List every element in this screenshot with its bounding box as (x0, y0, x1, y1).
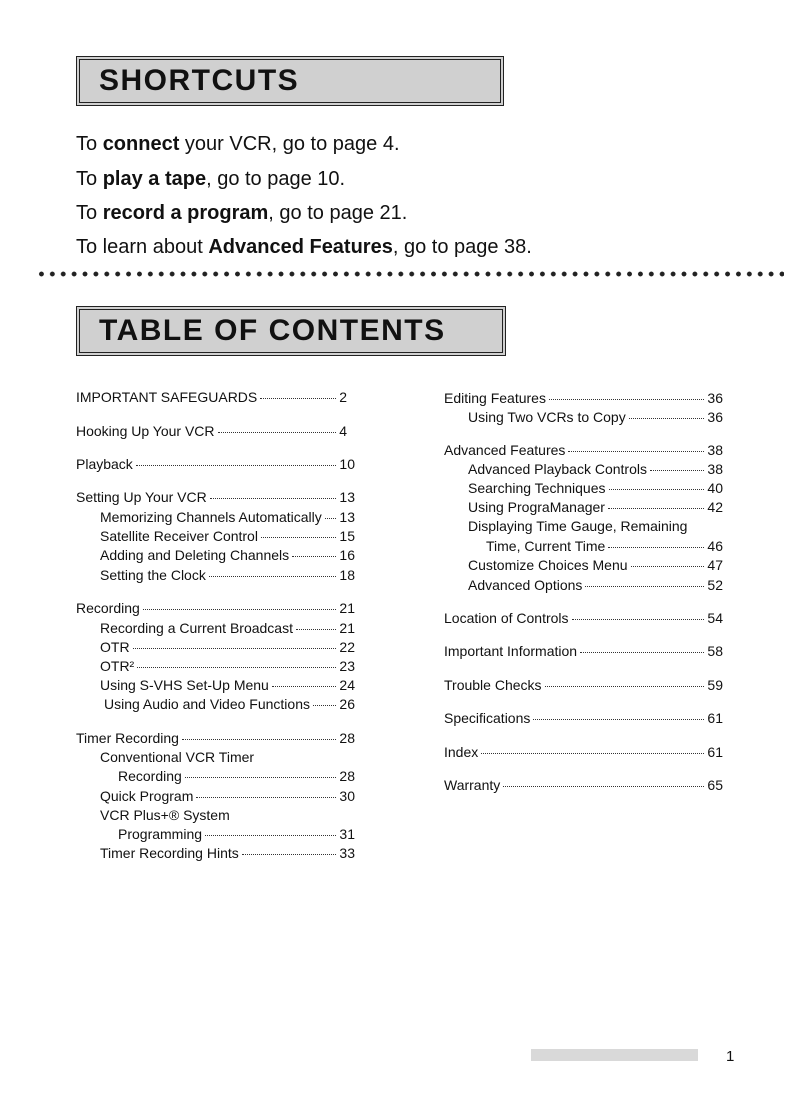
toc-entry[interactable]: Using Two VCRs to Copy 36 (468, 409, 723, 425)
toc-entry[interactable]: Adding and Deleting Channels 16 (100, 547, 355, 563)
toc-entry[interactable]: Customize Choices Menu 47 (468, 557, 723, 573)
toc-entry[interactable]: Searching Techniques 40 (468, 480, 723, 496)
shortcut-play-tape: To play a tape, go to page 10. (76, 168, 346, 190)
footer-bar (531, 1049, 698, 1061)
shortcut-record-program: To record a program, go to page 21. (76, 202, 408, 224)
toc-entry[interactable]: Recording a Current Broadcast 21 (100, 620, 355, 636)
toc-entry[interactable]: Using Audio and Video Functions 26 (104, 696, 355, 712)
toc-entry[interactable]: Setting Up Your VCR 13 (76, 489, 355, 505)
toc-banner (76, 306, 506, 356)
dotted-separator (36, 269, 784, 279)
toc-entry[interactable]: Important Information 58 (444, 643, 723, 659)
toc-entry[interactable]: OTR 22 (100, 639, 355, 655)
toc-entry[interactable]: Advanced Playback Controls 38 (468, 461, 723, 477)
toc-entry[interactable]: Editing Features 36 (444, 390, 723, 406)
toc-entry[interactable]: Playback 10 (76, 456, 355, 472)
toc-entry[interactable]: Setting the Clock 18 (100, 567, 355, 583)
toc-entry[interactable]: Satellite Receiver Control 15 (100, 528, 355, 544)
shortcuts-title: SHORTCUTS (99, 64, 300, 97)
toc-entry[interactable]: Conventional VCR Timer (100, 749, 255, 765)
toc-entry[interactable]: Advanced Options 52 (468, 577, 723, 593)
toc-entry[interactable]: VCR Plus+® System (100, 807, 230, 823)
toc-title: TABLE OF CONTENTS (99, 314, 446, 347)
toc-entry[interactable]: Timer Recording 28 (76, 730, 355, 746)
toc-entry[interactable]: Displaying Time Gauge, Remaining (468, 518, 688, 534)
toc-entry[interactable]: Time, Current Time 46 (486, 538, 723, 554)
shortcuts-banner (76, 56, 504, 106)
page-number: 1 (726, 1048, 735, 1065)
toc-entry[interactable]: Trouble Checks 59 (444, 677, 723, 693)
toc-entry[interactable]: Programming 31 (118, 826, 355, 842)
shortcut-advanced-features: To learn about Advanced Features, go to page 38. (76, 236, 532, 258)
toc-entry[interactable]: Using PrograManager 42 (468, 499, 723, 515)
toc-entry[interactable]: IMPORTANT SAFEGUARDS 2 (76, 389, 347, 405)
toc-entry[interactable]: Index 61 (444, 744, 723, 760)
toc-entry[interactable]: Hooking Up Your VCR 4 (76, 423, 347, 439)
shortcut-connect: To connect your VCR, go to page 4. (76, 133, 400, 155)
toc-entry[interactable]: OTR² 23 (100, 658, 355, 674)
toc-entry[interactable]: Advanced Features 38 (444, 442, 723, 458)
toc-entry[interactable]: Recording 28 (118, 768, 355, 784)
toc-entry[interactable]: Timer Recording Hints 33 (100, 845, 355, 861)
toc-entry[interactable]: Recording 21 (76, 600, 355, 616)
toc-entry[interactable]: Using S-VHS Set-Up Menu 24 (100, 677, 355, 693)
toc-entry[interactable]: Quick Program 30 (100, 788, 355, 804)
toc-entry[interactable]: Warranty 65 (444, 777, 723, 793)
toc-entry[interactable]: Location of Controls 54 (444, 610, 723, 626)
toc-entry[interactable]: Specifications 61 (444, 710, 723, 726)
toc-entry[interactable]: Memorizing Channels Automatically 13 (100, 509, 355, 525)
